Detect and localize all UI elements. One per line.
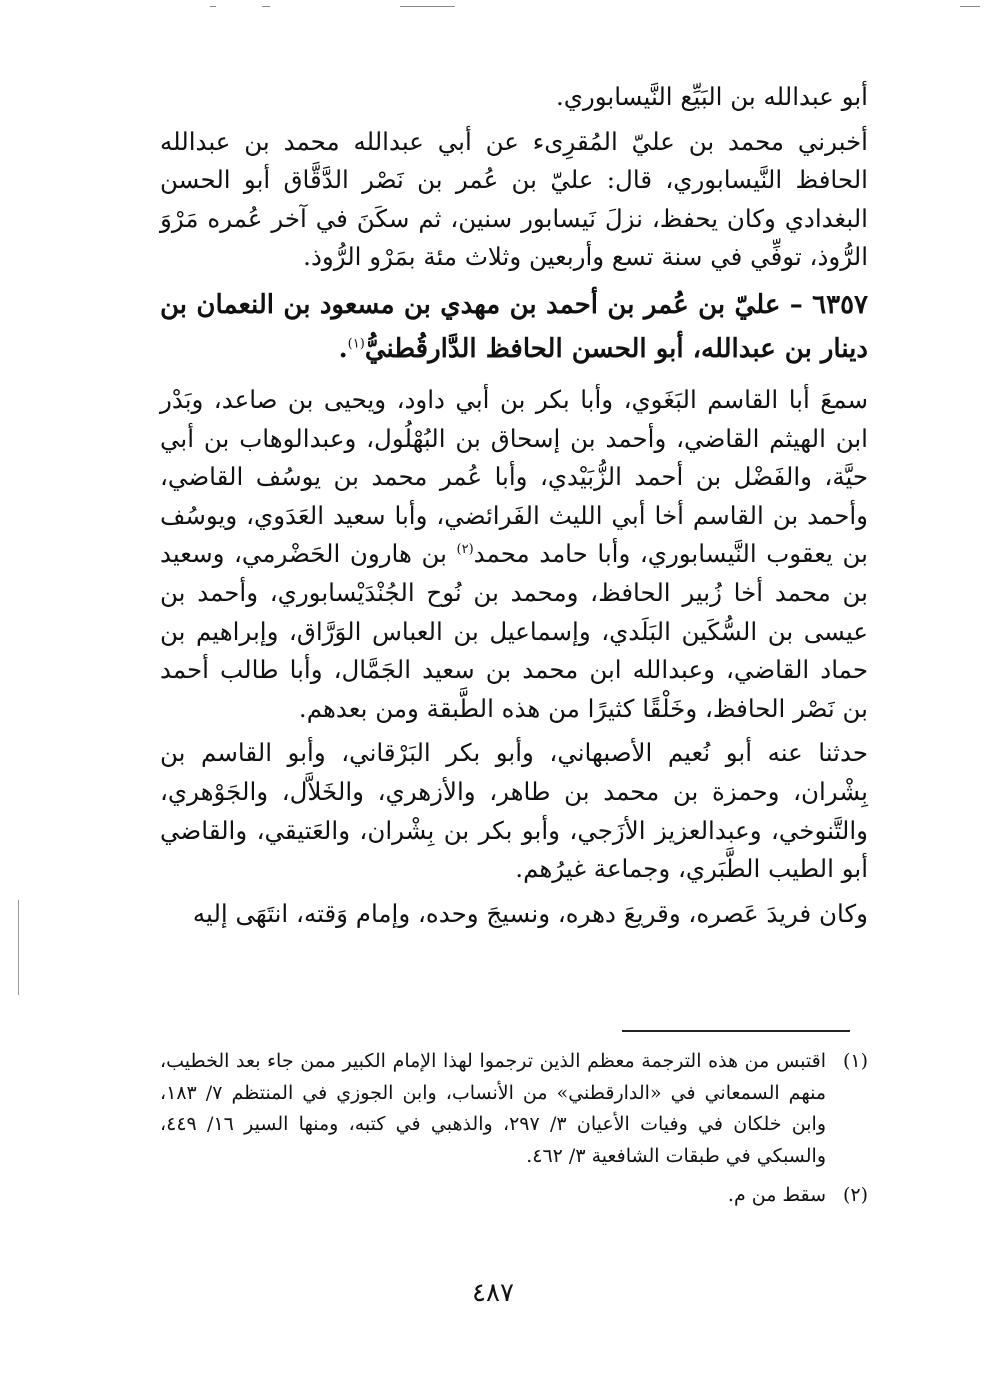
main-text	[160, 78, 868, 939]
samia-part-1: سمعَ أبا القاسم البَغَوي، وأبا بكر بن أبي داود، ويحيى بن صاعد، وبَدْر ابن الهيثم القاضي، وأحمد بن إسحاق بن البُهْلُول، وعبدالوهاب بن أبي حيَّة، والفَضْل بن أحمد الزُّبَيْدي، وأبا عُمر محمد بن يوسُف القاضي، وأحمد بن القاسم أخا أبي الليث الفَرائضي، وأبا سعيد العَدَوي، ويوسُف بن يعقوب النَّيسابوري، وأبا حامد محمد	[160, 384, 868, 569]
footnote-text: سقط من م.	[727, 1184, 826, 1206]
samia-part-2: بن هارون الحَضْرمي، وسعيد بن محمد أخا زُبير الحافظ، ومحمد بن نُوح الجُنْدَيْسابوري، وأحمد بن عيسى بن السُّكَين البَلَدي، وإسماعيل بن العباس الوَرَّاق، وإبراهيم بن حماد القاضي، وعبدالله ابن محمد بن سعيد الجَمَّال، وأبا طالب أحمد بن نَصْر الحافظ، وخَلْقًا كثيرًا من هذه الطَّبقة ومن بعدهم.	[160, 539, 868, 723]
page-number: ٤٨٧	[472, 1278, 514, 1308]
entry-dash: –	[789, 289, 803, 320]
paragraph-samia	[160, 381, 868, 728]
paragraph-akhbarani: أخبرني محمد بن عليّ المُقرِىء عن أبي عبدالله محمد بن عبدالله الحافظ النَّيسابوري، قال: عليّ بن عُمر بن نَصْر الدَّقَّاق أبو الحسن البغدادي وكان يحفظ، نزلَ نَيسابور سنين، ثم سكَنَ في آخر عُمره مَرْوَ الرُّوذ، توفِّي في سنة تسع وأربعين وثلاث مئة بمَرْو الرُّوذ.	[160, 126, 868, 272]
footnote-ref-2[interactable]: (٢)	[456, 542, 474, 558]
footnote-separator	[622, 1030, 850, 1032]
footnote-text: اقتبس من هذه الترجمة معظم الذين ترجموا لهذا الإمام الكبير ممن جاء بعد الخطيب، منهم السمعاني في «الدارقطني» من الأنساب، وابن الجوزي في المنتظم ٧/ ١٨٣، وابن خلكان في وفيات الأعيان ٣/ ٢٩٧، والذهبي في كتبه، ومنها السير ١٦/ ٤٤٩، والسبكي في طبقات الشافعية ٣/ ٤٦٢.	[160, 1050, 826, 1167]
scan-edge-marks	[0, 0, 986, 12]
intro-line: أبو عبدالله بن البَيِّع النَّيسابوري.	[555, 82, 868, 111]
entry-end: .	[338, 333, 348, 364]
footnote-number: (٢)	[842, 1184, 868, 1206]
entry-title: عليّ بن عُمر بن أحمد بن مهدي بن مسعود بن النعمان بن دينار بن عبدالله، أبو الحسن الحافظ الدَّارقُطنيُّ	[160, 289, 868, 364]
footnote-1	[160, 1046, 868, 1172]
footnote-2	[160, 1180, 868, 1212]
footnotes	[160, 1046, 868, 1212]
entry-heading	[160, 283, 868, 371]
footnote-number: (١)	[842, 1050, 868, 1072]
entry-number: ٦٣٥٧	[812, 289, 869, 320]
paragraph-haddathana: حدثنا عنه أبو نُعيم الأصبهاني، وأبو بكر البَرْقاني، وأبو القاسم بن بِشْران، وحمزة بن محمد بن طاهر، والأزهري، والخَلاَّل، والجَوْهري، والتَّنوخي، وعبدالعزيز الأزَجي، وأبو بكر بن بِشْران، والعَتيقي، والقاضي أبو الطيب الطَّبَري، وجماعة غيرُهم.	[160, 738, 868, 884]
scan-margin-line	[18, 900, 19, 995]
paragraph-kana: وكان فريدَ عَصره، وقريعَ دهره، ونسيجَ وحده، وإمام وَقته، انتَهَى إليه	[192, 898, 868, 928]
footnote-ref-1[interactable]: (١)	[347, 336, 365, 352]
